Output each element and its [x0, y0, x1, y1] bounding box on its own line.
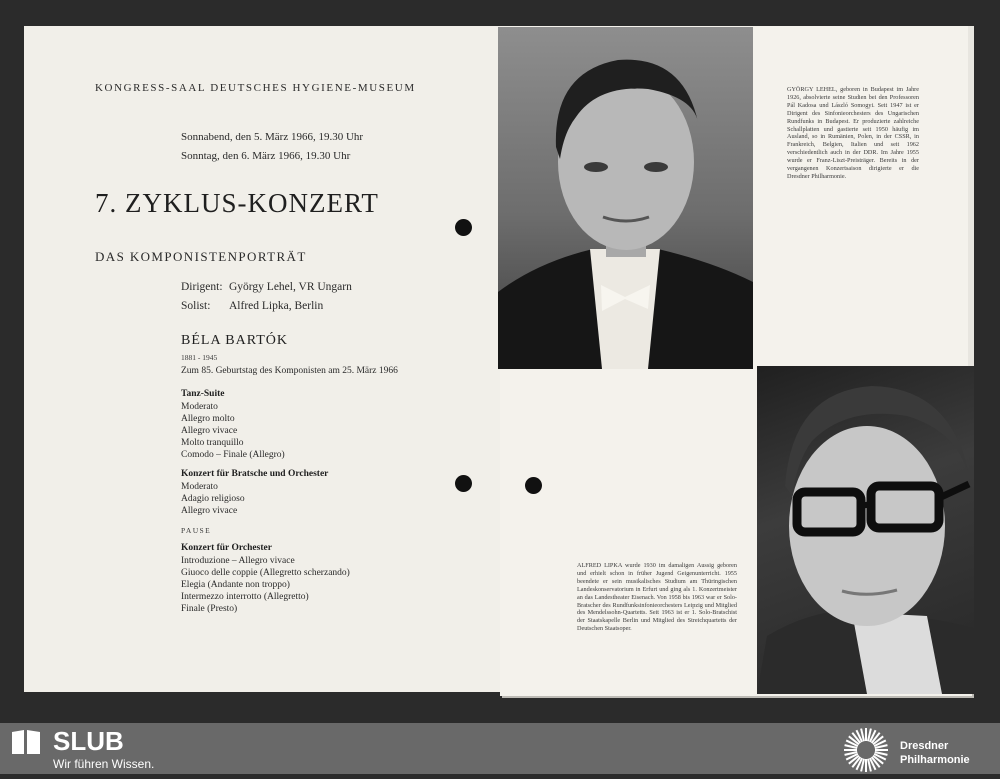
concert-title: 7. ZYKLUS-KONZERT — [95, 188, 379, 218]
dp-line-1: Dresdner — [900, 740, 949, 752]
conductor-line — [181, 281, 352, 293]
punch-hole — [455, 219, 472, 236]
conductor-label: Dirigent: — [181, 281, 223, 293]
movement: Allegro vivace — [181, 426, 238, 436]
conductor-portrait-photo — [498, 27, 753, 369]
movement: Elegia (Andante non troppo) — [181, 580, 290, 590]
conductor-biography: GYÖRGY LEHEL, geboren in Budapest im Jahre 1926, absolvierte seine Studien bei den Professoren Pál Kadosa und László Somogyi. Seit 1947 ist er Dirigent des Sinfonieorchesters des Ungarischen Rundfunks in Budapest. Er produzierte zahlreiche Schallplatten und gastierte seit 1950 häufig im Ausland, so in Rumänien, Polen, in der CSSR, in Frankreich, Belgien, Italien und seit 1962 verschiedentlich auch in der DDR. Im Jahre 1955 wurde er Franz-Liszt-Preisträger. Bereits in der vergangenen Konzertsaison dirigierte er die Dresdner Philharmonie. — [787, 86, 919, 180]
soloist-line — [181, 300, 324, 312]
soloist-portrait-photo — [757, 366, 974, 694]
dp-line-2: Philharmonie — [900, 754, 970, 766]
soloist-label: Solist: — [181, 300, 211, 312]
soloist-name: Alfred Lipka, Berlin — [229, 300, 324, 312]
work-title-viola-concerto: Konzert für Bratsche und Orchester — [181, 469, 329, 479]
movement: Finale (Presto) — [181, 604, 238, 614]
concert-date-1: Sonnabend, den 5. März 1966, 19.30 Uhr — [181, 131, 364, 143]
movement: Molto tranquillo — [181, 438, 244, 448]
venue-heading: KONGRESS-SAAL DEUTSCHES HYGIENE-MUSEUM — [95, 82, 416, 94]
movement: Allegro molto — [181, 414, 235, 424]
movement: Moderato — [181, 482, 218, 492]
movement: Adagio religioso — [181, 494, 245, 504]
dresdner-philharmonie-logo-text[interactable] — [900, 739, 970, 767]
movement: Moderato — [181, 402, 218, 412]
conductor-name: György Lehel, VR Ungarn — [229, 281, 352, 293]
soloist-portrait-illustration — [757, 366, 974, 694]
movement: Intermezzo interrotto (Allegretto) — [181, 592, 309, 602]
slub-logo-text[interactable]: SLUB — [53, 726, 124, 756]
punch-hole — [455, 475, 472, 492]
pause-label: PAUSE — [181, 526, 212, 535]
sunburst-logo-icon[interactable] — [840, 726, 892, 779]
slub-tagline: Wir führen Wissen. — [53, 757, 155, 771]
soloist-biography: ALFRED LIPKA wurde 1930 im damaligen Aussig geboren und erhielt schon in früher Jugend Geigenunterricht. 1955 beendete er sein musikalisches Studium am Thüringischen Landeskonservatorium in Erfurt und ging als 1. Konzertmeister an das Landestheater Eisenach. Von 1958 bis 1963 war er Solo-Bratscher des Rundfunksinfonieorchesters Leipzig und Mitglied des Mendelssohn-Quartetts. Seit 1963 ist er 1. Solo-Bratschist der Staatskapelle Berlin und Mitglied des Streichquartetts der Deutschen Staatsoper. — [577, 562, 737, 633]
composer-years: 1881 - 1945 — [181, 353, 218, 362]
movement: Giuoco delle coppie (Allegretto scherzando) — [181, 568, 350, 578]
concert-date-2: Sonntag, den 6. März 1966, 19.30 Uhr — [181, 150, 351, 162]
work-title-concerto-for-orchestra: Konzert für Orchester — [181, 543, 272, 553]
book-icon[interactable] — [10, 728, 42, 761]
work-title-tanz-suite: Tanz-Suite — [181, 389, 225, 399]
punch-hole — [525, 477, 542, 494]
composer-name: BÉLA BARTÓK — [181, 333, 288, 348]
concert-subtitle: DAS KOMPONISTENPORTRÄT — [95, 249, 307, 264]
occasion-line: Zum 85. Geburtstag des Komponisten am 25. März 1966 — [181, 366, 398, 376]
movement: Allegro vivace — [181, 506, 238, 516]
movement: Comodo – Finale (Allegro) — [181, 450, 285, 460]
conductor-portrait-illustration — [498, 27, 753, 369]
movement: Introduzione – Allegro vivace — [181, 556, 295, 566]
